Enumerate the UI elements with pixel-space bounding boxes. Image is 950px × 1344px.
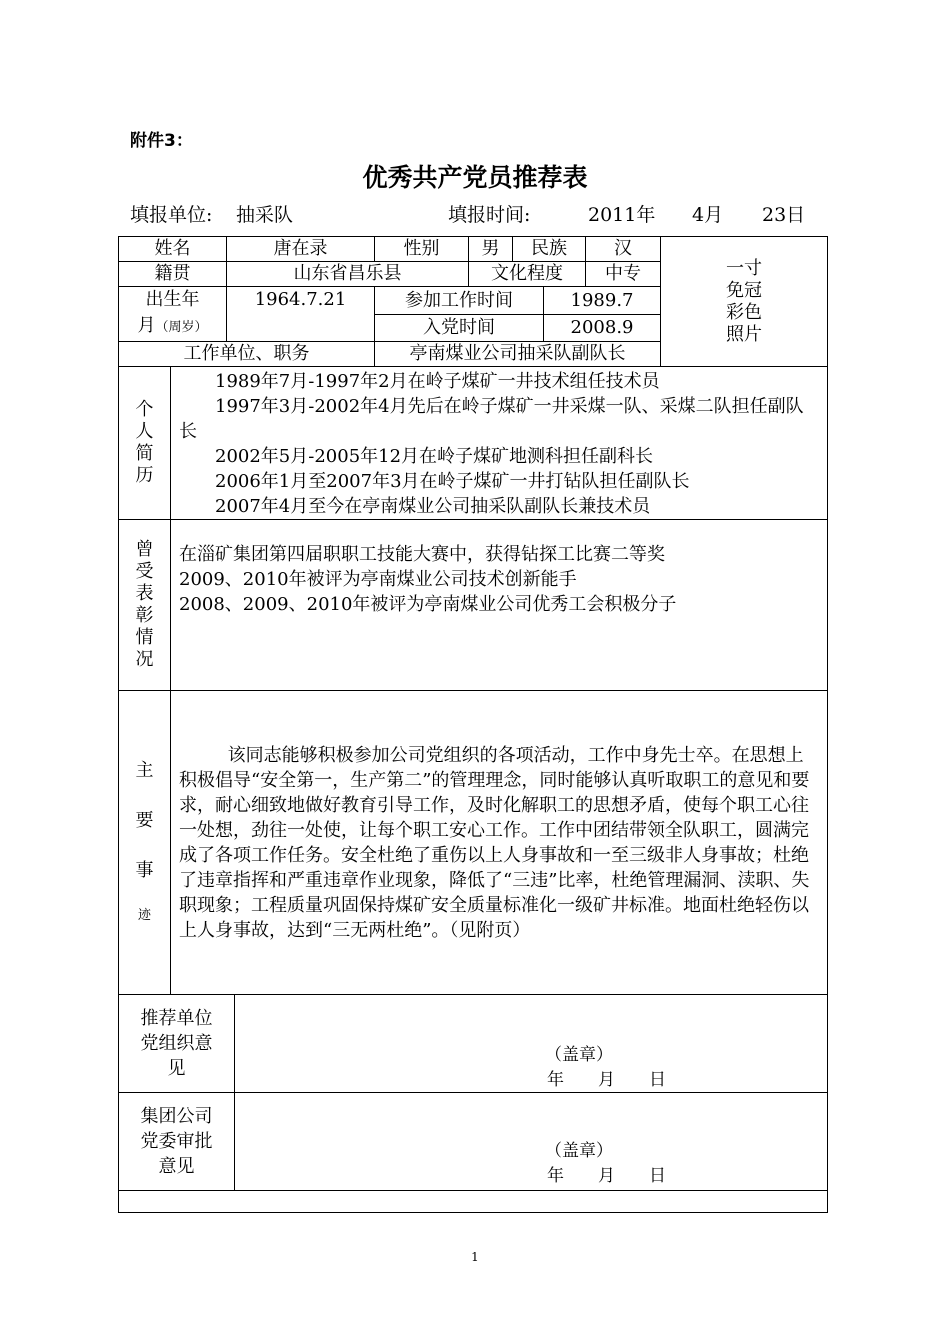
position-value: 亭南煤业公司抽采队副队长 [375, 342, 661, 367]
birth-label-line1: 出生年 [145, 289, 200, 310]
honors-label-char: 受 [135, 561, 154, 582]
honors-label-char: 曾 [135, 539, 154, 560]
honors-label-char: 况 [135, 649, 154, 670]
time-label: 填报时间: [448, 204, 531, 226]
group-date [547, 1165, 666, 1187]
gender-value: 男 [469, 237, 513, 262]
time-month: 4月 [692, 204, 724, 226]
birth-value: 1964.7.21 [227, 287, 375, 342]
group-date-day: 日 [649, 1166, 666, 1186]
ethnic-label: 民族 [513, 237, 586, 262]
unit-value: 抽采队 [236, 204, 294, 226]
party-label: 入党时间 [375, 315, 544, 342]
unit-opinion-label-line: 党组织意 [140, 1033, 213, 1054]
group-date-year: 年 [547, 1166, 564, 1186]
honor-line: 2008、2009、2010年被评为亭南煤业公司优秀工会积极分子 [179, 594, 677, 615]
edu-value: 中专 [586, 262, 661, 287]
photo-line: 彩色 [726, 301, 763, 323]
deeds-label-char: 迹 [137, 907, 151, 923]
ethnic-value: 汉 [586, 237, 661, 262]
deeds-label-char: 要 [135, 809, 154, 831]
honors-label-char: 表 [135, 583, 154, 604]
attachment-label: 附件3： [130, 131, 193, 151]
edu-label: 文化程度 [469, 262, 586, 287]
resume-line: 2006年1月至2007年3月在岭子煤矿一井打钻队担任副队长 [215, 471, 690, 492]
birth-label-line2 [119, 313, 226, 341]
group-opinion-label-line: 集团公司 [140, 1106, 213, 1127]
resume-label-char: 个 [135, 399, 154, 420]
honor-line: 2009、2010年被评为亭南煤业公司技术创新能手 [179, 569, 577, 590]
gender-label: 性别 [375, 237, 469, 262]
unit-opinion-label-line: 推荐单位 [140, 1008, 213, 1029]
unit-date [547, 1069, 666, 1091]
honors-label [119, 520, 171, 691]
deeds-content: 该同志能够积极参加公司党组织的各项活动，工作中身先士卒。在思想上积极倡导“安全第一，生产第二”的管理理念，同时能够认真听取职工的意见和要求，耐心细致地做好教育引导工作，及时化解职工的思想矛盾，使每个职工心往一处想，劲往一处使，让每个职工安心工作。工作中团结带领全队职工，圆满完成了各项工作任务。安全杜绝了重伤以上人身事故和一至三级非人身事故；杜绝了违章指挥和严重违章作业现象，降低了“三违”比率，杜绝管理漏洞、渎职、失职现象；工程质量巩固保持煤矿安全质量标准化一级矿井标准。地面杜绝轻伤以上人身事故，达到“三无两杜绝”。（见附页） [171, 691, 828, 995]
time-day: 23日 [762, 204, 806, 226]
unit-opinion-label [119, 995, 235, 1093]
native-label: 籍贯 [119, 262, 227, 287]
deeds-label-char: 事 [135, 859, 154, 881]
honors-label-char: 情 [135, 627, 154, 648]
blank-row [119, 1191, 828, 1213]
unit-date-month: 月 [598, 1070, 615, 1090]
resume-line: 2002年5月-2005年12月在岭子煤矿地测科担任副科长 [215, 446, 654, 467]
photo-placeholder [661, 237, 828, 367]
native-value: 山东省昌乐县 [227, 262, 469, 287]
resume-label-char: 历 [135, 465, 154, 486]
unit-opinion-area [235, 995, 828, 1093]
position-label: 工作单位、职务 [119, 342, 375, 367]
honor-line: 在淄矿集团第四届职职工技能大赛中，获得钻探工比赛二等奖 [179, 544, 665, 565]
group-opinion-label-line: 党委审批 [140, 1131, 213, 1152]
birth-label-age: （周岁） [155, 320, 208, 335]
resume-label-char: 人 [135, 421, 154, 442]
unit-date-day: 日 [649, 1070, 666, 1090]
group-opinion-label [119, 1093, 235, 1191]
name-value: 唐在录 [227, 237, 375, 262]
group-opinion-area [235, 1093, 828, 1191]
photo-line: 一寸 [726, 257, 763, 279]
resume-content [171, 367, 828, 520]
honors-label-char: 彰 [135, 605, 154, 626]
photo-line: 照片 [726, 323, 763, 345]
resume-line: 2007年4月至今在亭南煤业公司抽采队副队长兼技术员 [215, 496, 651, 517]
resume-label-char: 简 [135, 443, 154, 464]
page-number: 1 [471, 1250, 479, 1264]
unit-date-year: 年 [547, 1070, 564, 1090]
photo-line: 免冠 [726, 279, 763, 301]
deeds-label-char: 主 [135, 759, 154, 781]
unit-seal-label: （盖章） [545, 1045, 613, 1065]
resume-label [119, 367, 171, 520]
unit-label: 填报单位: [130, 204, 213, 226]
time-year: 2011年 [588, 204, 656, 226]
recommendation-form [118, 236, 828, 1213]
work-start-value: 1989.7 [544, 287, 661, 315]
birth-label-month: 月 [137, 315, 156, 336]
name-label: 姓名 [119, 237, 227, 262]
group-date-month: 月 [598, 1166, 615, 1186]
party-value: 2008.9 [544, 315, 661, 342]
group-opinion-label-line: 意见 [158, 1156, 195, 1177]
form-title: 优秀共产党员推荐表 [362, 163, 588, 192]
deeds-label [119, 691, 171, 995]
work-start-label: 参加工作时间 [375, 287, 544, 315]
unit-opinion-label-line: 见 [167, 1058, 186, 1079]
birth-label [119, 287, 227, 342]
resume-line: 1989年7月-1997年2月在岭子煤矿一井技术组任技术员 [215, 371, 660, 392]
group-seal-label: （盖章） [545, 1141, 613, 1161]
resume-line: 1997年3月-2002年4月先后在岭子煤矿一井采煤一队、采煤二队担任副队长 [179, 396, 804, 442]
honors-content [171, 520, 828, 691]
